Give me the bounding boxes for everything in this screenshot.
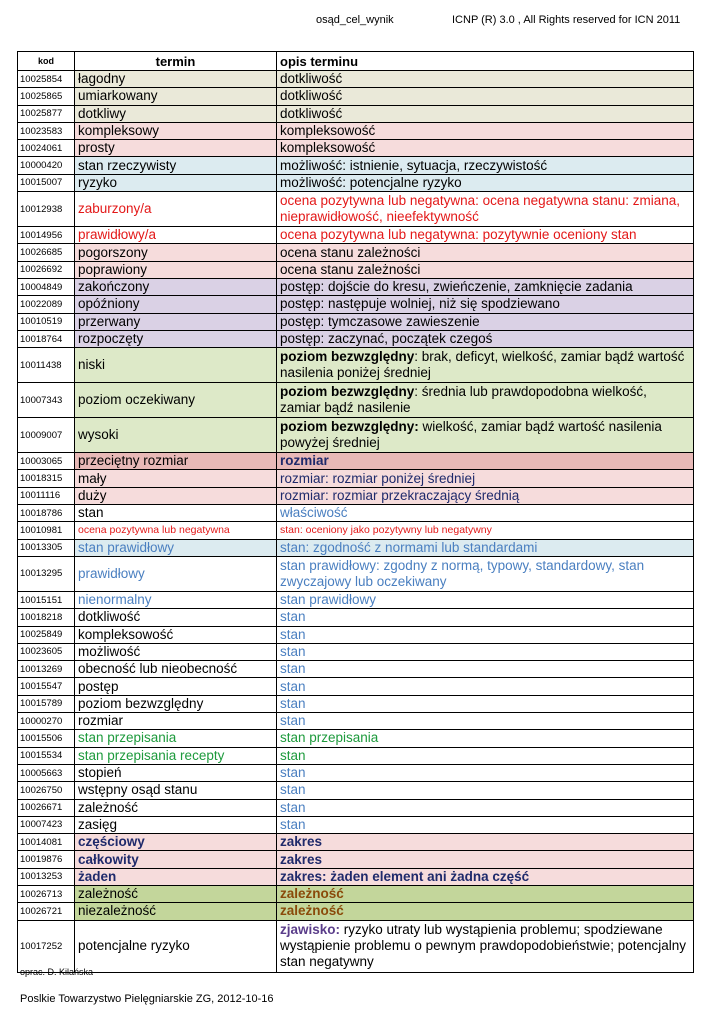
description-bold: zjawisko: — [280, 922, 341, 938]
table-row — [18, 661, 694, 678]
code-cell: 10017252 — [18, 920, 75, 972]
table-row — [18, 868, 694, 885]
header-filename: osąd_cel_wynik — [316, 14, 394, 26]
description-cell: stan — [277, 816, 694, 833]
table-row — [18, 122, 694, 139]
term-cell: prosty — [75, 140, 277, 157]
term-cell: niski — [75, 348, 277, 383]
table-row — [18, 348, 694, 383]
term-cell: rozpoczęty — [75, 330, 277, 347]
term-cell: mały — [75, 470, 277, 487]
code-cell: 10018315 — [18, 470, 75, 487]
term-cell: częściowy — [75, 834, 277, 851]
term-cell: prawidłowy/a — [75, 227, 277, 244]
description-cell: stan — [277, 799, 694, 816]
table-row — [18, 313, 694, 330]
table-row — [18, 470, 694, 487]
code-cell: 10012938 — [18, 192, 75, 227]
description-cell: stan — [277, 782, 694, 799]
code-cell: 10004849 — [18, 278, 75, 295]
table-row — [18, 816, 694, 833]
term-cell: przeciętny rozmiar — [75, 453, 277, 470]
description-cell: dotkliwość — [277, 105, 694, 122]
code-cell: 10010981 — [18, 522, 75, 539]
code-cell: 10007423 — [18, 816, 75, 833]
description-cell: stan — [277, 609, 694, 626]
code-cell: 10005663 — [18, 764, 75, 781]
code-cell: 10010519 — [18, 313, 75, 330]
description-cell: zakres — [277, 834, 694, 851]
code-cell: 10009007 — [18, 418, 75, 453]
term-cell: stopień — [75, 764, 277, 781]
term-cell: prawidłowy — [75, 556, 277, 591]
table-row — [18, 747, 694, 764]
table-row — [18, 834, 694, 851]
code-cell: 10025877 — [18, 105, 75, 122]
footer-organization: Poslkie Towarzystwo Pielęgniarskie ZG, 2012-10-16 — [20, 993, 274, 1005]
term-cell: łagodny — [75, 71, 277, 88]
description-cell: rozmiar: rozmiar poniżej średniej — [277, 470, 694, 487]
table-row — [18, 244, 694, 261]
description-text: : średnia lub prawdopodobna wielkość, zamiar bądź nasilenie — [280, 384, 647, 416]
term-cell: umiarkowany — [75, 88, 277, 105]
description-cell: dotkliwość — [277, 88, 694, 105]
code-cell: 10014081 — [18, 834, 75, 851]
description-cell: stan — [277, 764, 694, 781]
description-cell: postęp: następuje wolniej, niż się spodziewano — [277, 296, 694, 313]
description-cell — [277, 418, 694, 453]
term-cell: dotkliwy — [75, 105, 277, 122]
code-cell: 10000420 — [18, 157, 75, 174]
code-cell: 10026750 — [18, 782, 75, 799]
code-cell: 10025849 — [18, 626, 75, 643]
description-cell: ocena pozytywna lub negatywna: pozytywnie oceniony stan — [277, 227, 694, 244]
table-row — [18, 730, 694, 747]
code-cell: 10015506 — [18, 730, 75, 747]
term-cell: stan przepisania recepty — [75, 747, 277, 764]
description-cell: właściwość — [277, 505, 694, 522]
code-cell: 10003065 — [18, 453, 75, 470]
term-cell: poprawiony — [75, 261, 277, 278]
code-cell: 10015007 — [18, 174, 75, 191]
description-cell: postęp: dojście do kresu, zwieńczenie, zamknięcie zadania — [277, 278, 694, 295]
table-row — [18, 487, 694, 504]
term-cell: żaden — [75, 868, 277, 885]
code-cell: 10011116 — [18, 487, 75, 504]
description-bold: poziom bezwzględny — [280, 349, 415, 365]
table-row — [18, 105, 694, 122]
code-cell: 10015151 — [18, 591, 75, 608]
code-cell: 10023583 — [18, 122, 75, 139]
description-cell: rozmiar: rozmiar przekraczający średnią — [277, 487, 694, 504]
description-cell: możliwość: istnienie, sytuacja, rzeczywistość — [277, 157, 694, 174]
code-cell: 10023605 — [18, 643, 75, 660]
description-cell: stan — [277, 643, 694, 660]
table-row — [18, 626, 694, 643]
code-cell: 10014956 — [18, 227, 75, 244]
table-row — [18, 609, 694, 626]
description-cell: stan — [277, 695, 694, 712]
description-cell: stan — [277, 626, 694, 643]
term-cell: stan rzeczywisty — [75, 157, 277, 174]
table-row — [18, 539, 694, 556]
table-row — [18, 227, 694, 244]
table-row — [18, 556, 694, 591]
term-cell: niezależność — [75, 903, 277, 920]
table-row — [18, 591, 694, 608]
code-cell: 10013305 — [18, 539, 75, 556]
column-header-opis: opis terminu — [277, 52, 694, 71]
table-row — [18, 764, 694, 781]
table-row — [18, 885, 694, 902]
table-row — [18, 695, 694, 712]
description-cell: stan przepisania — [277, 730, 694, 747]
term-cell: zasięg — [75, 816, 277, 833]
table-row — [18, 296, 694, 313]
table-row — [18, 678, 694, 695]
term-cell: zależność — [75, 799, 277, 816]
column-header-termin: termin — [75, 52, 277, 71]
term-cell: wstępny osąd stanu — [75, 782, 277, 799]
description-cell: stan: oceniony jako pozytywny lub negatywny — [277, 522, 694, 539]
term-cell: poziom oczekiwany — [75, 383, 277, 418]
description-text: ryzyko utraty lub wystąpienia problemu; spodziewane wystąpienie problemu o pewnym prawdopodobieństwie; potencjalny stan negatywny — [280, 922, 686, 970]
description-cell: stan: zgodność z normami lub standardami — [277, 539, 694, 556]
table-row — [18, 505, 694, 522]
code-cell: 10013295 — [18, 556, 75, 591]
table-row — [18, 192, 694, 227]
term-cell: stan — [75, 505, 277, 522]
term-cell: pogorszony — [75, 244, 277, 261]
code-cell: 10019876 — [18, 851, 75, 868]
code-cell: 10026692 — [18, 261, 75, 278]
term-cell: możliwość — [75, 643, 277, 660]
description-cell: postęp: zaczynać, początek czegoś — [277, 330, 694, 347]
description-cell: ocena stanu zależności — [277, 244, 694, 261]
table-row — [18, 851, 694, 868]
term-cell: postęp — [75, 678, 277, 695]
description-cell: ocena pozytywna lub negatywna: ocena negatywna stanu: zmiana, nieprawidłowość, nieefektywność — [277, 192, 694, 227]
term-cell: stan przepisania — [75, 730, 277, 747]
term-cell: zaburzony/a — [75, 192, 277, 227]
table-row — [18, 522, 694, 539]
term-cell: poziom bezwzględny — [75, 695, 277, 712]
table-row — [18, 261, 694, 278]
description-cell: stan prawidłowy — [277, 591, 694, 608]
code-cell: 10026671 — [18, 799, 75, 816]
term-cell: duży — [75, 487, 277, 504]
description-cell: możliwość: potencjalne ryzyko — [277, 174, 694, 191]
term-cell: zależność — [75, 885, 277, 902]
table-row — [18, 418, 694, 453]
table-row — [18, 88, 694, 105]
term-cell: kompleksowość — [75, 626, 277, 643]
code-cell: 10024061 — [18, 140, 75, 157]
term-cell: całkowity — [75, 851, 277, 868]
description-cell: kompleksowość — [277, 140, 694, 157]
table-row — [18, 453, 694, 470]
table-row — [18, 383, 694, 418]
code-cell: 10026721 — [18, 903, 75, 920]
table-row — [18, 174, 694, 191]
terms-table — [17, 51, 694, 973]
description-cell: stan — [277, 713, 694, 730]
term-cell: dotkliwość — [75, 609, 277, 626]
description-cell: zakres: żaden element ani żadna część — [277, 868, 694, 885]
description-cell: zakres — [277, 851, 694, 868]
description-cell — [277, 348, 694, 383]
code-cell: 10026685 — [18, 244, 75, 261]
term-cell: nienormalny — [75, 591, 277, 608]
author-note: oprac. D. Kilańska — [20, 967, 94, 977]
code-cell: 10022089 — [18, 296, 75, 313]
description-cell: stan — [277, 747, 694, 764]
code-cell: 10011438 — [18, 348, 75, 383]
term-cell: potencjalne ryzyko — [75, 920, 277, 972]
code-cell: 10018764 — [18, 330, 75, 347]
code-cell: 10015789 — [18, 695, 75, 712]
code-cell: 10018218 — [18, 609, 75, 626]
description-cell: kompleksowość — [277, 122, 694, 139]
code-cell: 10013253 — [18, 868, 75, 885]
header-copyright: ICNP (R) 3.0 , All Rights reserved for ICN 2011 — [452, 14, 681, 26]
table-row — [18, 920, 694, 972]
code-cell: 10015534 — [18, 747, 75, 764]
description-cell: ocena stanu zależności — [277, 261, 694, 278]
term-cell: przerwany — [75, 313, 277, 330]
description-cell — [277, 383, 694, 418]
table-row — [18, 278, 694, 295]
table-row — [18, 330, 694, 347]
description-text: wielkość, zamiar bądź wartość nasilenia powyżej średniej — [280, 419, 662, 451]
table-row — [18, 903, 694, 920]
code-cell: 10018786 — [18, 505, 75, 522]
term-cell: rozmiar — [75, 713, 277, 730]
term-cell: zakończony — [75, 278, 277, 295]
code-cell: 10025854 — [18, 71, 75, 88]
description-bold: poziom bezwzględny: — [280, 419, 419, 435]
table-row — [18, 643, 694, 660]
table-row — [18, 713, 694, 730]
table-row — [18, 71, 694, 88]
term-cell: ocena pozytywna lub negatywna — [75, 522, 277, 539]
code-cell: 10025865 — [18, 88, 75, 105]
term-cell: stan prawidłowy — [75, 539, 277, 556]
description-cell: zależność — [277, 903, 694, 920]
code-cell: 10026713 — [18, 885, 75, 902]
code-cell: 10015547 — [18, 678, 75, 695]
term-cell: ryzyko — [75, 174, 277, 191]
description-cell: zależność — [277, 885, 694, 902]
description-cell: dotkliwość — [277, 71, 694, 88]
description-cell: stan — [277, 678, 694, 695]
description-bold: poziom bezwzględny — [280, 384, 415, 400]
term-cell: kompleksowy — [75, 122, 277, 139]
table-row — [18, 157, 694, 174]
column-header-kod: kod — [18, 52, 75, 71]
description-cell: rozmiar — [277, 453, 694, 470]
term-cell: opóźniony — [75, 296, 277, 313]
code-cell: 10007343 — [18, 383, 75, 418]
table-row — [18, 140, 694, 157]
description-cell: stan prawidłowy: zgodny z normą, typowy, standardowy, stan zwyczajowy lub oczekiwany — [277, 556, 694, 591]
table-row — [18, 782, 694, 799]
description-cell — [277, 920, 694, 972]
term-cell: obecność lub nieobecność — [75, 661, 277, 678]
table-row — [18, 799, 694, 816]
description-text: : brak, deficyt, wielkość, zamiar bądź wartość nasilenia poniżej średniej — [280, 349, 685, 381]
description-cell: postęp: tymczasowe zawieszenie — [277, 313, 694, 330]
term-cell: wysoki — [75, 418, 277, 453]
code-cell: 10000270 — [18, 713, 75, 730]
description-cell: stan — [277, 661, 694, 678]
code-cell: 10013269 — [18, 661, 75, 678]
table-header-row — [18, 52, 694, 71]
